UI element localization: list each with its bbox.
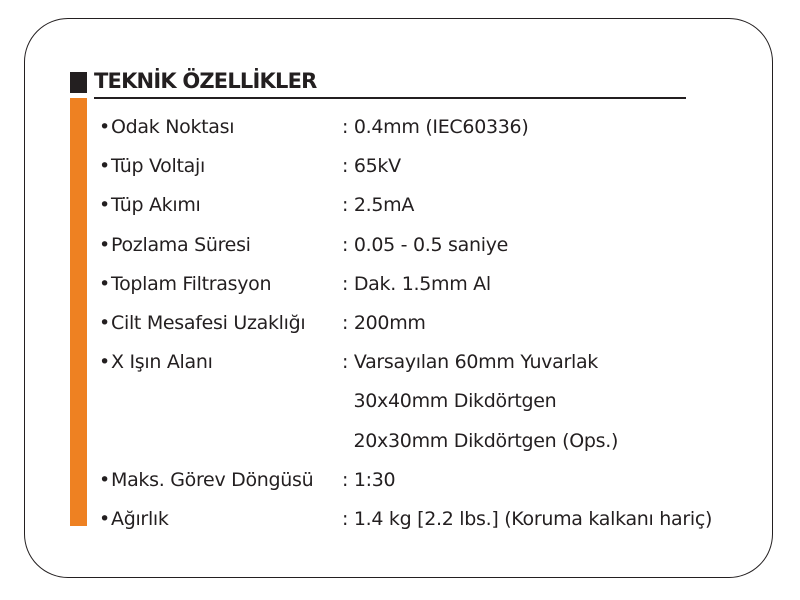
spec-label: •Pozlama Süresi	[99, 226, 251, 265]
spec-label: •Tüp Akımı	[99, 186, 201, 225]
spec-label: •Odak Noktası	[99, 108, 234, 147]
spec-row-toplam-filtrasyon	[99, 265, 789, 304]
spec-list	[99, 108, 789, 539]
spec-value: : 1:30	[342, 468, 396, 491]
spec-value: : 1.4 kg [2.2 lbs.] (Koruma kalkanı hariç)	[342, 507, 713, 530]
spec-label: •Maks. Görev Döngüsü	[99, 461, 313, 500]
spec-value: : 65kV	[342, 155, 401, 178]
spec-label: •X Işın Alanı	[99, 343, 213, 382]
bullet-icon: •	[99, 311, 110, 334]
bullet-icon: •	[99, 468, 110, 491]
spec-row-x-isin-alani-cont-2	[99, 422, 789, 461]
spec-row-agirlik	[99, 500, 789, 539]
bullet-icon: •	[99, 116, 110, 138]
bullet-icon: •	[99, 194, 110, 217]
section-title: TEKNİK ÖZELLİKLER	[94, 69, 317, 93]
spec-label: •Ağırlık	[99, 500, 169, 539]
spec-value: : 200mm	[342, 311, 426, 334]
spec-row-x-isin-alani	[99, 343, 789, 382]
spec-value: : 0.4mm (IEC60336)	[342, 116, 529, 138]
section-heading	[70, 71, 686, 99]
spec-value: : Varsayılan 60mm Yuvarlak	[342, 351, 599, 374]
spec-value-continuation: 20x30mm Dikdörtgen (Ops.)	[342, 429, 619, 452]
spec-value: : Dak. 1.5mm Al	[342, 272, 491, 295]
spec-row-tup-voltaji	[99, 147, 789, 186]
spec-row-maks-gorev-dongusu	[99, 461, 789, 500]
bullet-icon: •	[99, 351, 110, 374]
heading-underline	[94, 97, 686, 99]
spec-row-x-isin-alani-cont-1	[99, 382, 789, 421]
spec-label: •Toplam Filtrasyon	[99, 265, 271, 304]
accent-bar	[70, 98, 87, 526]
bullet-icon: •	[99, 272, 110, 295]
spec-value: : 0.05 - 0.5 saniye	[342, 233, 509, 256]
spec-row-cilt-mesafesi	[99, 304, 789, 343]
heading-square-marker	[70, 72, 87, 93]
bullet-icon: •	[99, 155, 110, 178]
bullet-icon: •	[99, 233, 110, 256]
spec-value: : 2.5mA	[342, 194, 415, 217]
spec-value-continuation: 30x40mm Dikdörtgen	[342, 390, 557, 413]
bullet-icon: •	[99, 507, 110, 530]
spec-label: •Cilt Mesafesi Uzaklığı	[99, 304, 305, 343]
spec-label: •Tüp Voltajı	[99, 147, 205, 186]
spec-row-pozlama-suresi	[99, 226, 789, 265]
spec-row-tup-akimi	[99, 186, 789, 225]
spec-row-odak-noktasi	[99, 108, 789, 147]
